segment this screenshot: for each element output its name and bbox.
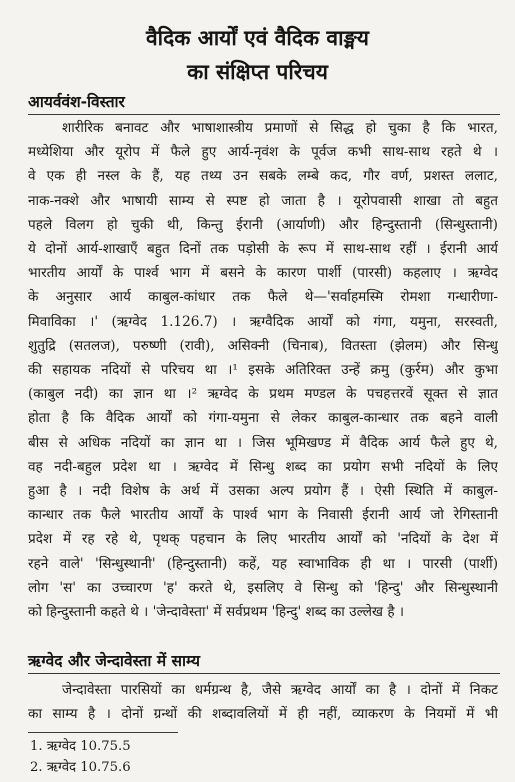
paragraph-line: नाक-नक्शे और भाषायी साम्य से स्पष्ट हो जाता है । यूरोपवासी शाखा तो बहुत	[28, 192, 498, 209]
paragraph-line: मध्येशिया और यूरोप में फैले हुए आर्य-नृवंश के पूर्वज कभी साथ-साथ रहते थे ।	[28, 144, 498, 161]
paragraph-line: की सहायक नदियों से परिचय था ।¹ इसके अतिरिक्त उन्हें क्रमु (कुर्रम) और कुभा	[28, 362, 498, 378]
paragraph-line: बीस से अधिक नदियों का ज्ञान था । जिस भूमिखण्ड में वैदिक आर्य फैले हुए थे,	[28, 434, 498, 451]
paragraph-line: (काबुल नदी) का ज्ञान था ।² ऋग्वेद के प्रथम मण्डल के पचहत्तरवें सूक्त से ज्ञात	[28, 386, 498, 403]
section-heading-similarity: ऋग्वेद और जेन्दावेस्ता में साम्य	[28, 652, 201, 670]
paragraph-line: के अनुसार आर्य काबुल-कांधार तक फैले थे—'सर्वाहमस्मि रोमशा गन्धारीणा-	[28, 289, 498, 306]
paragraph-line: जेन्दावेस्ता पारसियों का धर्मग्रन्थ है, जैसे ऋग्वेद आर्यों का है । दोनों में निकट	[62, 682, 498, 698]
footnote-1: 1. ऋग्वेद 10.75.5	[30, 739, 131, 754]
paragraph-line: भारतीय आर्यों के पार्श्व भाग में बसने के कारण पार्शी (पारसी) कहलाए । ऋग्वेद	[28, 265, 498, 282]
section-heading-lineage: आयर्ववंश-विस्तार	[28, 93, 125, 111]
paragraph-line: हुआ है । नदी विशेष के अर्थ में उसका अल्प प्रयोग हैं । ऐसी स्थिति में काबुल-	[28, 483, 498, 499]
footnote-2: 2. ऋग्वेद 10.75.6	[30, 760, 131, 775]
paragraph-line: ये दोनों आर्य-शाखाएँ बहुत दिनों तक पड़ोसी के रूप में साथ-साथ रहीं । ईरानी आर्य	[28, 241, 498, 257]
paragraph-line: पहले विलग हो चुकी थी, किन्तु ईरानी (आर्याणी) और हिन्दुस्तानी (सिन्धुस्तानी)	[28, 216, 498, 233]
footnote-rule	[28, 732, 178, 733]
paragraph-line: को हिन्दुस्तानी कहते थे । 'जेन्दावेस्ता' में सर्वप्रथम 'हिन्दु' शब्द का उल्लेख है ।	[28, 604, 405, 620]
paragraph-line: शारीरिक बनावट और भाषाशास्त्रीय प्रमाणों से सिद्ध हो चुका है कि भारत,	[62, 120, 498, 136]
paragraph-line: कान्धार तक फैले भारतीय आर्यों के पार्श्व भाग के निवासी ईरानी आर्य जो रेगिस्तानी	[28, 507, 498, 524]
paragraph-line: लोग 'स' का उच्चारण 'ह' करते थे, इसलिए वे सिन्धु को 'हिन्दु' और सिन्धुस्थानी	[28, 579, 498, 596]
paragraph-line: वे एक ही नस्ल के हैं, यह तथ्य उन सबके लम्बे कद, गौर वर्ण, प्रशस्त ललाट,	[28, 168, 498, 185]
paragraph-line: वह नदी-बहुल प्रदेश था । ऋग्वेद में सिन्धु शब्द का प्रयोग सभी नदियों के लिए	[28, 458, 498, 475]
section-rule	[28, 673, 500, 674]
paragraph-line: का साम्य है । दोनों ग्रन्थों की शब्दावलियों में ही नहीं, व्याकरण के नियमों में भी	[28, 706, 498, 722]
chapter-title-line-2: का संक्षिप्त परिचय	[187, 60, 328, 84]
paragraph-line: शुतुद्रि (सतलज), परुष्णी (रावी), असिक्नी (चिनाब), वितस्ता (झेलम) और सिन्धु	[28, 337, 498, 354]
paragraph-line: रहने वाले' 'सिन्धुस्थानी' (हिन्दुस्तानी) कहें, यह स्वाभाविक ही था । पारसी (पार्शी)	[28, 555, 498, 572]
section-rule	[28, 114, 500, 115]
paragraph-line: होता है कि वैदिक आर्यों को गंगा-यमुना से लेकर काबुल-कान्धार तक बहने वाली	[28, 410, 498, 427]
paragraph-line: मिवाविका ।' (ऋग्वेद 1.126.7) । ऋग्वैदिक आर्यों को गंगा, यमुना, सरस्वती,	[28, 313, 498, 330]
paragraph-line: प्रदेश में रह रहे थे, पृथक् पहचान के लिए भारतीय आर्यों को 'नदियों के देश में	[28, 531, 498, 548]
chapter-title-line-1: वैदिक आर्यों एवं वैदिक वाङ्मय	[146, 26, 369, 50]
